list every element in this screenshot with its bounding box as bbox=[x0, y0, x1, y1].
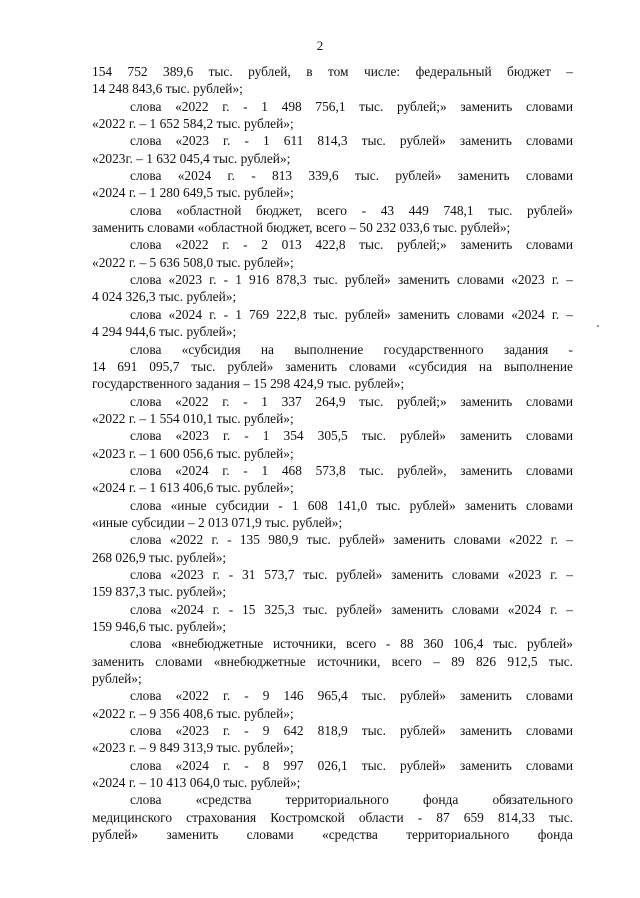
text-line: «2022 г. – 1 554 010,1 тыс. рублей»; bbox=[92, 410, 294, 426]
text-line: 4 024 326,3 тыс. рублей»; bbox=[92, 289, 237, 305]
text-line: слова «2023 г. - 1 611 814,3 тыс. рублей» заменить словами bbox=[130, 133, 573, 149]
text-line: слова «2022 г. - 1 337 264,9 тыс. рублей;» заменить словами bbox=[130, 393, 573, 409]
text-line: 14 248 843,6 тыс. рублей»; bbox=[92, 81, 243, 97]
text-line: «2024 г. – 1 613 406,6 тыс. рублей»; bbox=[92, 480, 294, 496]
text-line: слова «областной бюджет, всего - 43 449 748,1 тыс. рублей» bbox=[130, 202, 573, 218]
text-line: слова «2023 г. - 1 916 878,3 тыс. рублей» заменить словами «2023 г. – bbox=[130, 272, 573, 288]
text-line: слова «2024 г. - 813 339,6 тыс. рублей» заменить словами bbox=[130, 168, 573, 184]
text-line: слова «2022 г. - 135 980,9 тыс. рублей» заменить словами «2022 г. – bbox=[130, 532, 573, 548]
text-line: «2022 г. – 5 636 508,0 тыс. рублей»; bbox=[92, 254, 294, 270]
text-line: слова «2024 г. - 8 997 026,1 тыс. рублей» заменить словами bbox=[130, 757, 573, 773]
text-line: слова «иные субсидии - 1 608 141,0 тыс. рублей» заменить словами bbox=[130, 497, 573, 513]
text-line: 159 946,6 тыс. рублей»; bbox=[92, 619, 227, 634]
text-line: слова «внебюджетные источники, всего - 88 360 106,4 тыс. рублей» bbox=[130, 636, 573, 652]
text-line: рублей» заменить словами «средства территориального фонда bbox=[92, 827, 573, 843]
text-line: «2024 г. – 1 280 649,5 тыс. рублей»; bbox=[92, 185, 294, 201]
text-line: «2023 г. – 1 600 056,6 тыс. рублей»; bbox=[92, 445, 294, 461]
text-line: слова «2024 г. - 1 468 573,8 тыс. рублей», заменить словами bbox=[130, 462, 573, 478]
text-line: 4 294 944,6 тыс. рублей»; bbox=[92, 324, 237, 340]
text-line: слова «2022 г. - 2 013 422,8 тыс. рублей;» заменить словами bbox=[130, 237, 573, 253]
text-line: государственного задания – 15 298 424,9 тыс. рублей»; bbox=[92, 376, 405, 392]
text-line: слова «2023 г. - 1 354 305,5 тыс. рублей» заменить словами bbox=[130, 428, 573, 444]
text-line: слова «средства территориального фонда обязательного bbox=[130, 792, 573, 808]
text-line: рублей»; bbox=[92, 671, 142, 687]
text-line: «2022 г. – 9 356 408,6 тыс. рублей»; bbox=[92, 705, 294, 721]
text-line: слова «2024 г. - 15 325,3 тыс. рублей» заменить словами «2024 г. – bbox=[130, 601, 573, 617]
text-line: 14 691 095,7 тыс. рублей» заменить словами «субсидия на выполнение bbox=[92, 358, 573, 374]
text-line: медицинского страхования Костромской области - 87 659 814,33 тыс. bbox=[92, 809, 573, 825]
text-line: «иные субсидии – 2 013 071,9 тыс. рублей»; bbox=[92, 514, 343, 530]
document-body bbox=[92, 63, 573, 843]
text-line: заменить словами «областной бюджет, всего – 50 232 033,6 тыс. рублей»; bbox=[92, 220, 511, 236]
text-line: слова «2022 г. - 1 498 756,1 тыс. рублей;» заменить словами bbox=[130, 98, 573, 114]
text-line: заменить словами «внебюджетные источники, всего – 89 826 912,5 тыс. bbox=[92, 653, 573, 669]
text-line: 268 026,9 тыс. рублей»; bbox=[92, 549, 227, 565]
text-line: слова «2022 г. - 9 146 965,4 тыс. рублей» заменить словами bbox=[130, 688, 573, 704]
text-line: 154 752 389,6 тыс. рублей, в том числе: федеральный бюджет – bbox=[92, 64, 573, 79]
text-line: 159 837,3 тыс. рублей»; bbox=[92, 584, 227, 600]
text-line: слова «2023 г. - 31 573,7 тыс. рублей» заменить словами «2023 г. – bbox=[130, 566, 573, 582]
text-line: слова «2024 г. - 1 769 222,8 тыс. рублей» заменить словами «2024 г. – bbox=[130, 306, 573, 322]
text-line: слова «2023 г. - 9 642 818,9 тыс. рублей» заменить словами bbox=[130, 723, 573, 739]
text-line: «2023г. – 1 632 045,4 тыс. рублей»; bbox=[92, 150, 291, 166]
text-line: «2024 г. – 10 413 064,0 тыс. рублей»; bbox=[92, 775, 301, 791]
text-line: слова «субсидия на выполнение государственного задания - bbox=[130, 341, 573, 357]
text-line: «2023 г. – 9 849 313,9 тыс. рублей»; bbox=[92, 740, 294, 756]
page-number: 2 bbox=[316, 38, 324, 53]
scan-speck bbox=[597, 325, 599, 327]
text-line: «2022 г. – 1 652 584,2 тыс. рублей»; bbox=[92, 116, 294, 132]
